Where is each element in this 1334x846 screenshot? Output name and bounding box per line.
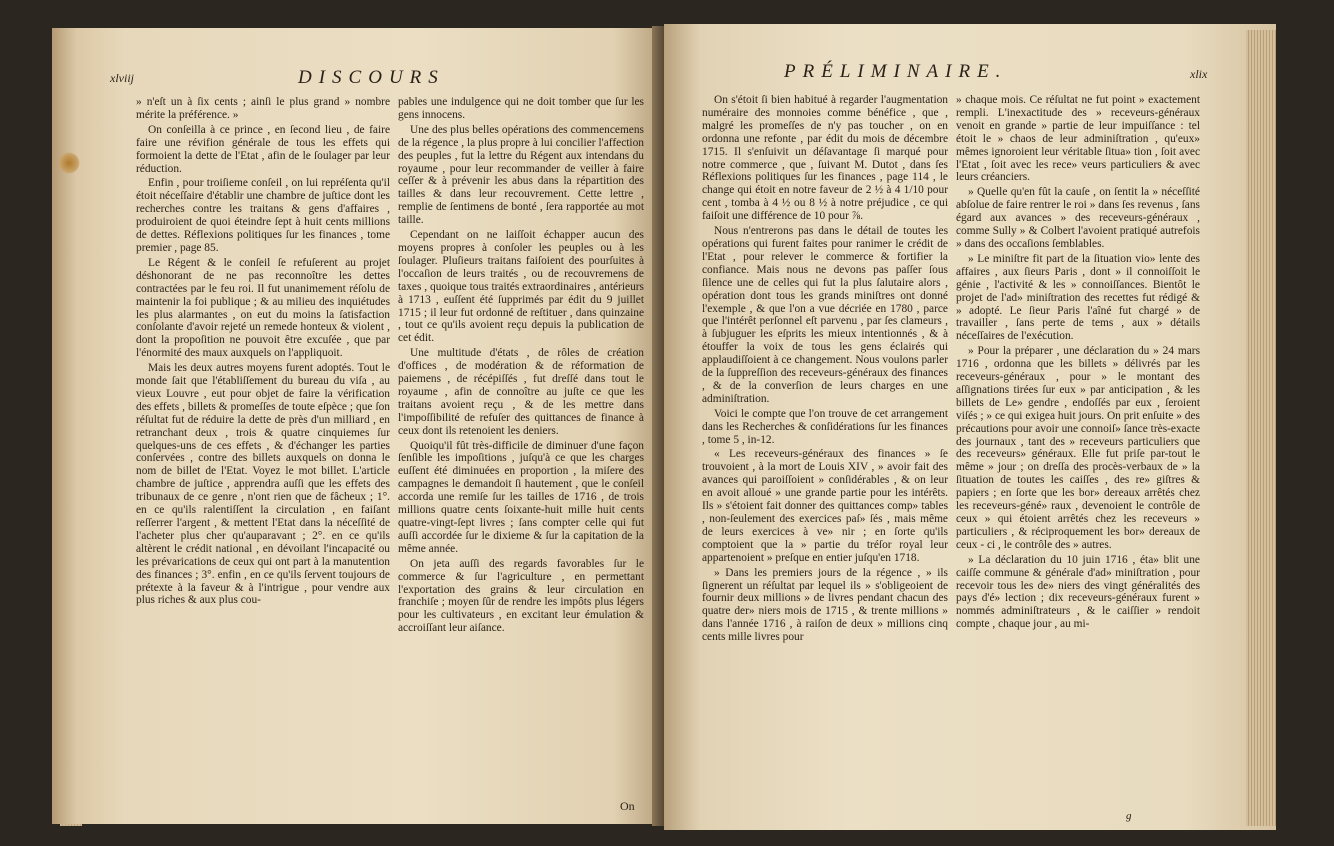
- paragraph: Le Régent & le conſeil ſe refuſerent au projet déshonorant de ne pas reconnoître les dettes contractées par le feu roi. Il fut unanimement réſolu de maintenir la foi publique ; & au milieu des inquiétudes les plus alarmantes , on eut du moins la ſatisfaction conſolante d'avoir rejeté un remede honteux & violent , dont la propoſition ne pouvoit être excuſée , que par l'énormité des maux auxquels on l'appliquoit.: [136, 256, 390, 360]
- paragraph: Voici le compte que l'on trouve de cet arrangement dans les Recherches & conſidérations ſur les finances , tome 5 , in-12.: [702, 407, 948, 446]
- paragraph: » Quelle qu'en fût la cauſe , on ſentit la » néceſſité abſolue de faire rentrer le roi » dans ſes revenus , ſans égard aux avances » des receveurs-généraux , comme Sully » & Colbert l'avoient pratiqué autrefois » dans des occaſions ſemblables.: [956, 186, 1200, 250]
- paragraph: On jeta auſſi des regards favorables ſur le commerce & ſur l'agriculture , en permettant l'exportation des grains & leur circulation en franchiſe ; moyen ſûr de rendre les impôts plus légers pour les cultivateurs , en excitant leur émulation & accroiſſant leur aiſance.: [398, 557, 644, 635]
- catchword: On: [620, 799, 635, 813]
- paragraph: Enfin , pour troiſieme conſeil , on lui repréſenta qu'il étoit néceſſaire d'établir une chambre de juſtice dont les recherches contre les traitans & gens d'affaires , produiroient de quoi éteindre ſept à huit cents millions de dettes. Réflexions politiques ſur les finances , tome premier , page 85.: [136, 177, 390, 254]
- paragraph: » Dans les premiers jours de la régence , » ils ſignerent un réſultat par lequel ils » s'obligeoient de fournir deux millions » de livres pendant chacun des quatre der» niers mois de 1715 , & trente millions » dans l'année 1716 , à raiſon de deux » millions cinq cents mille livres pour: [702, 566, 948, 644]
- right-column-1: [702, 94, 948, 814]
- paragraph: » n'eſt un à ſix cents ; ainſi le plus grand » nombre mérite la préférence. »: [136, 96, 390, 121]
- paragraph: Une multitude d'états , de rôles de création d'offices , de modération & de réformation de paiemens , de récépiſſés , fut dreſſé dans tout le royaume , afin de connoître au juſte ce que les traitans avoient reçu , & de les mettre dans l'impoſſibilité de refuſer des quittances de finance à ceux dont ils retenoient les deniers.: [398, 347, 644, 437]
- signature-mark: g: [1126, 810, 1132, 822]
- left-running-header: DISCOURS: [298, 67, 445, 88]
- paragraph: » Le miniſtre fit part de la ſituation vio» lente des affaires , aux ſieurs Paris , dont » il connoiſſoit le génie , l'activité & les » connoiſſances. Bientôt le projet de l'ad» miniſtration des recettes fut rédigé & » adopté. Le ſieur Paris l'aîné fut chargé » de travailler , ſans perte de tems , aux » détails néceſſaires de l'exécution.: [956, 252, 1200, 343]
- paragraph: » chaque mois. Ce réſultat ne fut point » exactement rempli. L'inexactitude des » receveurs-généraux venoit en grande » partie de leur impuiſſance : tel étoit le » chaos de leur adminiſtration , qu'eux» mêmes ignoroient leur véritable ſitua» tion , ſoit avec l'Etat , ſoit avec les rece» veurs particuliers & avec leurs créanciers.: [956, 94, 1200, 184]
- right-folio: xlix: [1190, 67, 1208, 81]
- paragraph: Une des plus belles opérations des commencemens de la régence , la plus propre à lui concilier l'affection des peuples , fut la lettre du Régent aux intendans du royaume , pour leur recommander de veiller à faire ceſſer & à prévenir les abus dans la répartition des tailles & dans leur recouvrement. Cette lettre , remplie de ſentimens de bonté , ſera rapportée au mot taille.: [398, 123, 644, 227]
- paragraph: pables une indulgence qui ne doit tomber que ſur les gens innocens.: [398, 96, 644, 121]
- right-page: [664, 24, 1276, 830]
- right-page-edges: [1246, 30, 1276, 826]
- paragraph: Mais les deux autres moyens furent adoptés. Tout le monde ſait que l'établiſſement du bureau du viſa , au vieux Louvre , eut pour objet de faire la vérification des effets , billets & promeſſes de toute eſpèce ; que ſon réſultat fut de réduire la dette de près d'un milliard , en retranchant deux , trois & quatre cinquiemes ſur quelques-uns de ces effets , & d'échanger les parties conſervées , contre des billets auxquels on donna le nom de billet de l'Etat. Voyez le mot billet. L'article chambre de juſtice , apprendra auſſi que les effets des tribunaux de ce genre , n'ont rien que de fâcheux ; 1°. en ce qu'ils ralentiſſent la circulation , en faiſant reſſerrer l'argent , & mettent l'Etat dans la néceſſité de l'acheter plus cher qu'auparavant ; 2°. en ce qu'ils altèrent le crédit national , en dévoilant l'incapacité ou les prévarications de ceux qui ont part à la manutention des finances ; 3°. enfin , en ce qu'ils ſervent toujours de prétexte à la faveur & à l'intrigue , pour vendre aux plus riches & aux plus cou-: [136, 362, 390, 607]
- paragraph: Cependant on ne laiſſoit échapper aucun des moyens propres à conſoler les peuples ou à les ſoulager. Pluſieurs traitans faiſoient des pourſuites à l'occaſion de leurs traités , ou de recouvremens de taxes , quoique tous traités extraordinaires , antérieurs à 1713 , euſſent été ſupprimés par édit du 9 juillet 1715 ; il leur fut ordonné de reſtituer , dans quinzaine , tout ce qu'ils avoient reçu depuis la publication de cet édit.: [398, 229, 644, 345]
- ink-stain: [58, 152, 80, 174]
- paragraph: On s'étoit ſi bien habitué à regarder l'augmentation numéraire des monnoies comme bénéfice , que , malgré les promeſſes de n'y pas toucher , on en ordonna une refonte , par édit du mois de décembre 1715. Il s'enſuivit un déſavantage ſi marqué pour notre commerce , que , ſuivant M. Dutot , dans ſes Réflexions politiques ſur les finances , page 114 , le change qui étoit en notre faveur de 2 ½ à 4 1/10 pour cent , tomba à 4 ½ ou 8 ½ à notre préjudice , ce qui faiſoit une différence de 10 pour ⅞.: [702, 94, 948, 223]
- left-page: [52, 28, 662, 824]
- paragraph: » La déclaration du 10 juin 1716 , éta» blit une caiſſe commune & générale d'ad» miniſtration , pour recevoir tous les de» niers des vingt généralités des pays d'é» lection ; dix receveurs-généraux furent » nommés adminiſtrateurs , & le caiſſier » rendoit compte , chaque jour , au mi-: [956, 553, 1200, 631]
- left-column-1: [136, 96, 390, 808]
- right-column-2: [956, 94, 1200, 814]
- paragraph: On conſeilla à ce prince , en ſecond lieu , de faire faire une révifion générale de tous les effets qui formoient la dette de l'Etat , afin de le ſoulager par leur réduction.: [136, 123, 390, 175]
- paragraph: Nous n'entrerons pas dans le détail de toutes les opérations qui furent faites pour ranimer le crédit de l'Etat , pour relever le commerce & fortifier la confiance. Mais nous ne devons pas paſſer ſous ſilence une de celles qui fut la plus ſalutaire alors , opération dont tous les grands miniſtres ont donné l'exemple , & que l'on a vue décriée en 1780 , parce que l'intérêt perſonnel eſt parvenu , par ſes clameurs , à ſubjuguer les eſprits les mieux intentionnés , & à étouffer la voix de tous les gens éclairés qui applaudiſſoient à ce changement. Nous voulons parler de la ſuppreſſion des receveurs-généraux des finances , & de la converſion de leurs charges en une adminiſtration.: [702, 225, 948, 405]
- right-running-header: PRÉLIMINAIRE.: [784, 61, 1008, 82]
- left-folio: xlviij: [110, 71, 134, 85]
- paragraph: « Les receveurs-généraux des finances » ſe trouvoient , à la mort de Louis XIV , » avoir fait des avances qui paroiſſoient » conſidérables , & on leur en avoit alloué » une grande partie pour les intérêts. Ils » s'étoient fait donner des quittances comp» tables , non-ſeulement des exercices paſ» ſés , mais même de leurs exercices à ve» nir ; en ſorte qu'ils comptoient que la » partie du tréſor royal leur appartenoient » preſque en entier juſqu'en 1718.: [702, 448, 948, 564]
- paragraph: » Pour la préparer , une déclaration du » 24 mars 1716 , ordonna que les billets » délivrés par les receveurs-généraux , pour » le montant des aſſignations tirées ſur eux » par anticipation , & les billets de Le» gendre , endoſſés par eux , ſeroient viſés ; » ce qui exigea huit jours. On prit enſuite » des précautions pour avoir une connoiſ» ſance très-exacte des journaux , tant des » receveurs particuliers que des receveurs» généraux. Elle fut priſe par-tout le même » jour ; on dreſſa des procès-verbaux de » la ſituation de toutes les caiſſes , des re» giſtres & papiers ; en ſorte que les bor» dereaux arrêtés chez les receveurs-géné» raux , devenoient le contrôle de ceux » qui étoient arrêtés chez les receveurs » particuliers , & réciproquement les bor» dereaux de ceux - ci , le contrôle des » autres.: [956, 345, 1200, 551]
- paragraph: Quoiqu'il fût très-difficile de diminuer d'une façon ſenſible les impoſitions , juſqu'à ce que les charges euſſent été diminuées en proportion , la miſere des campagnes le demandoit ſi hautement , que le conſeil accorda une remiſe ſur les tailles de 1716 , de trois millions quatre cents ſoixante-huit mille huit cents quatre-vingt-ſept livres ; ſans compter celle qui fut auſſi accordée ſur le dixieme & ſur la capitation de la même année.: [398, 439, 644, 555]
- left-column-2: [398, 96, 644, 808]
